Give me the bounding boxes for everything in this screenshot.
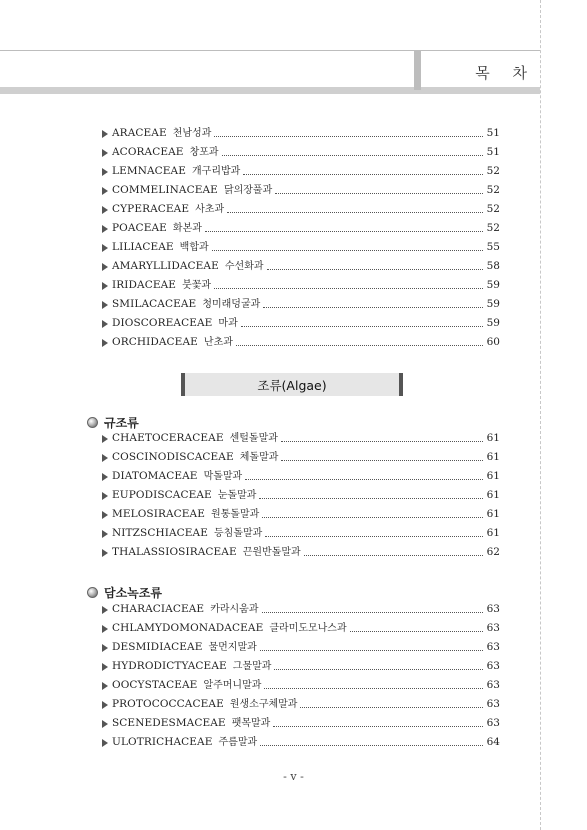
header-tab-marker [414, 50, 421, 90]
leader-dots [281, 440, 483, 442]
leader-dots [212, 249, 483, 251]
triangle-bullet-icon [102, 454, 108, 462]
triangle-bullet-icon [102, 206, 108, 214]
leader-dots [304, 554, 483, 556]
toc-entry[interactable] [102, 505, 500, 524]
triangle-bullet-icon [102, 282, 108, 290]
korean-name: 그물말과 [232, 661, 272, 672]
korean-name: 클라미도모나스과 [269, 623, 347, 634]
page-ref: 51 [486, 146, 500, 158]
triangle-bullet-icon [102, 244, 108, 252]
toc-entry[interactable] [102, 524, 500, 543]
korean-name: 닭의장풀과 [223, 185, 273, 196]
leader-dots [264, 687, 483, 689]
circle-bullet-icon [87, 417, 98, 428]
page-ref: 61 [486, 470, 500, 482]
toc-entry[interactable] [102, 600, 500, 619]
leader-dots [350, 630, 483, 632]
toc-entry[interactable] [102, 543, 500, 562]
triangle-bullet-icon [102, 149, 108, 157]
page-ref: 63 [486, 660, 500, 672]
family-name: CHLAMYDOMONADACEAE [112, 622, 264, 634]
toc-entry[interactable] [102, 314, 500, 333]
family-name: POACEAE [112, 222, 167, 234]
triangle-bullet-icon [102, 225, 108, 233]
triangle-bullet-icon [102, 263, 108, 271]
section-title: 조류(Algae) [257, 377, 327, 393]
leader-dots [262, 611, 484, 613]
page-number: - v - [283, 770, 304, 783]
triangle-bullet-icon [102, 511, 108, 519]
leader-dots [243, 173, 483, 175]
page-ref: 63 [486, 622, 500, 634]
page-edge-guide [540, 0, 541, 830]
page-ref: 61 [486, 527, 500, 539]
family-name: OOCYSTACEAE [112, 679, 198, 691]
page-ref: 64 [486, 736, 500, 748]
korean-name: 센털돌말과 [229, 433, 278, 444]
toc-entry[interactable] [102, 143, 500, 162]
leader-dots [214, 135, 483, 137]
triangle-bullet-icon [102, 739, 108, 747]
page-ref: 60 [486, 336, 500, 348]
page-ref: 52 [486, 222, 500, 234]
korean-name: 천남성과 [172, 128, 212, 139]
toc-entry[interactable] [102, 257, 500, 276]
triangle-bullet-icon [102, 644, 108, 652]
leader-dots [245, 478, 483, 480]
leader-dots [275, 192, 483, 194]
family-name: MELOSIRACEAE [112, 508, 205, 520]
toc-entry[interactable] [102, 448, 500, 467]
toc-green-algae [102, 600, 500, 752]
korean-name: 난초과 [203, 337, 233, 348]
leader-dots [236, 344, 483, 346]
korean-name: 눈돌말과 [217, 490, 257, 501]
page-ref: 63 [486, 717, 500, 729]
korean-name: 주름말과 [218, 737, 258, 748]
triangle-bullet-icon [102, 168, 108, 176]
page-ref: 52 [486, 203, 500, 215]
leader-dots [300, 706, 483, 708]
family-name: ORCHIDACEAE [112, 336, 198, 348]
toc-entry[interactable] [102, 676, 500, 695]
page-ref: 63 [486, 698, 500, 710]
korean-name: 원통돌말과 [210, 509, 260, 520]
leader-dots [274, 668, 483, 670]
triangle-bullet-icon [102, 682, 108, 690]
korean-name: 막돌말과 [203, 471, 243, 482]
toc-entry[interactable] [102, 238, 500, 257]
toc-entry[interactable] [102, 638, 500, 657]
family-name: COMMELINACEAE [112, 184, 218, 196]
page-ref: 61 [486, 451, 500, 463]
family-name: EUPODISCACEAE [112, 489, 212, 501]
family-name: ACORACEAE [112, 146, 184, 158]
korean-name: 청미래덩굴과 [202, 299, 261, 310]
korean-name: 물먼지말과 [208, 642, 257, 653]
toc-entry[interactable] [102, 467, 500, 486]
family-name: IRIDACEAE [112, 279, 177, 291]
korean-name: 마과 [218, 318, 238, 329]
family-name: HYDRODICTYACEAE [112, 660, 227, 672]
page-ref: 59 [486, 317, 500, 329]
triangle-bullet-icon [102, 606, 108, 614]
leader-dots [222, 154, 483, 156]
triangle-bullet-icon [102, 549, 108, 557]
family-name: NITZSCHIACEAE [112, 527, 208, 539]
leader-dots [265, 535, 483, 537]
toc-entry[interactable] [102, 295, 500, 314]
leader-dots [262, 516, 483, 518]
korean-name: 창포과 [189, 147, 219, 158]
triangle-bullet-icon [102, 720, 108, 728]
toc-entry[interactable] [102, 657, 500, 676]
page-ref: 58 [486, 260, 500, 272]
triangle-bullet-icon [102, 701, 108, 709]
page-ref: 63 [486, 641, 500, 653]
korean-name: 카라시움과 [210, 604, 259, 615]
header-rule [0, 87, 540, 94]
family-name: PROTOCOCCACEAE [112, 698, 224, 710]
leader-dots [260, 649, 483, 651]
family-name: CYPERACEAE [112, 203, 190, 215]
toc-entry[interactable] [102, 695, 500, 714]
toc-entry[interactable] [102, 333, 500, 352]
triangle-bullet-icon [102, 530, 108, 538]
family-name: DIOSCOREACEAE [112, 317, 213, 329]
triangle-bullet-icon [102, 473, 108, 481]
triangle-bullet-icon [102, 625, 108, 633]
triangle-bullet-icon [102, 301, 108, 309]
triangle-bullet-icon [102, 130, 108, 138]
leader-dots [227, 211, 483, 213]
triangle-bullet-icon [102, 320, 108, 328]
korean-name: 개구리밥과 [192, 166, 241, 177]
family-name: CHARACIACEAE [112, 603, 205, 615]
group-title: 담소녹조류 [104, 585, 162, 600]
page-ref: 52 [486, 184, 500, 196]
korean-name: 알주머니말과 [203, 680, 262, 691]
family-name: ARACEAE [112, 127, 167, 139]
family-name: LILIACEAE [112, 241, 174, 253]
toc-entry[interactable] [102, 162, 500, 181]
toc-entry[interactable] [102, 200, 500, 219]
leader-dots [267, 268, 483, 270]
leader-dots [259, 497, 483, 499]
leader-dots [260, 744, 483, 746]
korean-name: 화본과 [172, 223, 202, 234]
korean-name: 등침돌말과 [214, 528, 263, 539]
toc-entry[interactable] [102, 619, 500, 638]
page-title: 목 차 [475, 64, 536, 82]
family-name: COSCINODISCACEAE [112, 451, 234, 463]
korean-name: 백합과 [179, 242, 209, 253]
page-ref: 59 [486, 298, 500, 310]
family-name: SMILACACEAE [112, 298, 197, 310]
toc-entry[interactable] [102, 714, 500, 733]
toc-monocots [102, 124, 500, 352]
page-ref: 55 [486, 241, 500, 253]
triangle-bullet-icon [102, 492, 108, 500]
korean-name: 붓꽃과 [182, 280, 212, 291]
page-ref: 59 [486, 279, 500, 291]
leader-dots [281, 459, 483, 461]
toc-entry[interactable] [102, 276, 500, 295]
page-ref: 62 [486, 546, 500, 558]
leader-dots [214, 287, 483, 289]
leader-dots [241, 325, 483, 327]
korean-name: 체돌말과 [239, 452, 279, 463]
family-name: CHAETOCERACEAE [112, 432, 224, 444]
page-ref: 52 [486, 165, 500, 177]
family-name: THALASSIOSIRACEAE [112, 546, 237, 558]
korean-name: 수선화과 [224, 261, 264, 272]
circle-bullet-icon [87, 587, 98, 598]
toc-entry[interactable] [102, 124, 500, 143]
triangle-bullet-icon [102, 339, 108, 347]
family-name: DESMIDIACEAE [112, 641, 203, 653]
toc-entry[interactable] [102, 181, 500, 200]
family-name: DIATOMACEAE [112, 470, 198, 482]
triangle-bullet-icon [102, 663, 108, 671]
leader-dots [273, 725, 483, 727]
toc-entry[interactable] [102, 486, 500, 505]
triangle-bullet-icon [102, 187, 108, 195]
toc-diatoms [102, 429, 500, 562]
group-title: 규조류 [104, 415, 139, 430]
leader-dots [263, 306, 483, 308]
family-name: LEMNACEAE [112, 165, 187, 177]
family-name: SCENEDESMACEAE [112, 717, 226, 729]
page-ref: 63 [486, 679, 500, 691]
page-ref: 61 [486, 432, 500, 444]
leader-dots [205, 230, 483, 232]
page-ref: 61 [486, 489, 500, 501]
korean-name: 팻목말과 [231, 718, 271, 729]
section-banner-algae [181, 373, 403, 396]
page-ref: 63 [486, 603, 500, 615]
toc-entry[interactable] [102, 219, 500, 238]
page-ref: 51 [486, 127, 500, 139]
group-heading-green-algae [87, 583, 162, 601]
page-ref: 61 [486, 508, 500, 520]
toc-entry[interactable] [102, 429, 500, 448]
korean-name: 끈원반돌말과 [242, 547, 301, 558]
family-name: AMARYLLIDACEAE [112, 260, 219, 272]
korean-name: 사초과 [195, 204, 225, 215]
korean-name: 원생소구체말과 [229, 699, 298, 710]
toc-entry[interactable] [102, 733, 500, 752]
triangle-bullet-icon [102, 435, 108, 443]
family-name: ULOTRICHACEAE [112, 736, 213, 748]
